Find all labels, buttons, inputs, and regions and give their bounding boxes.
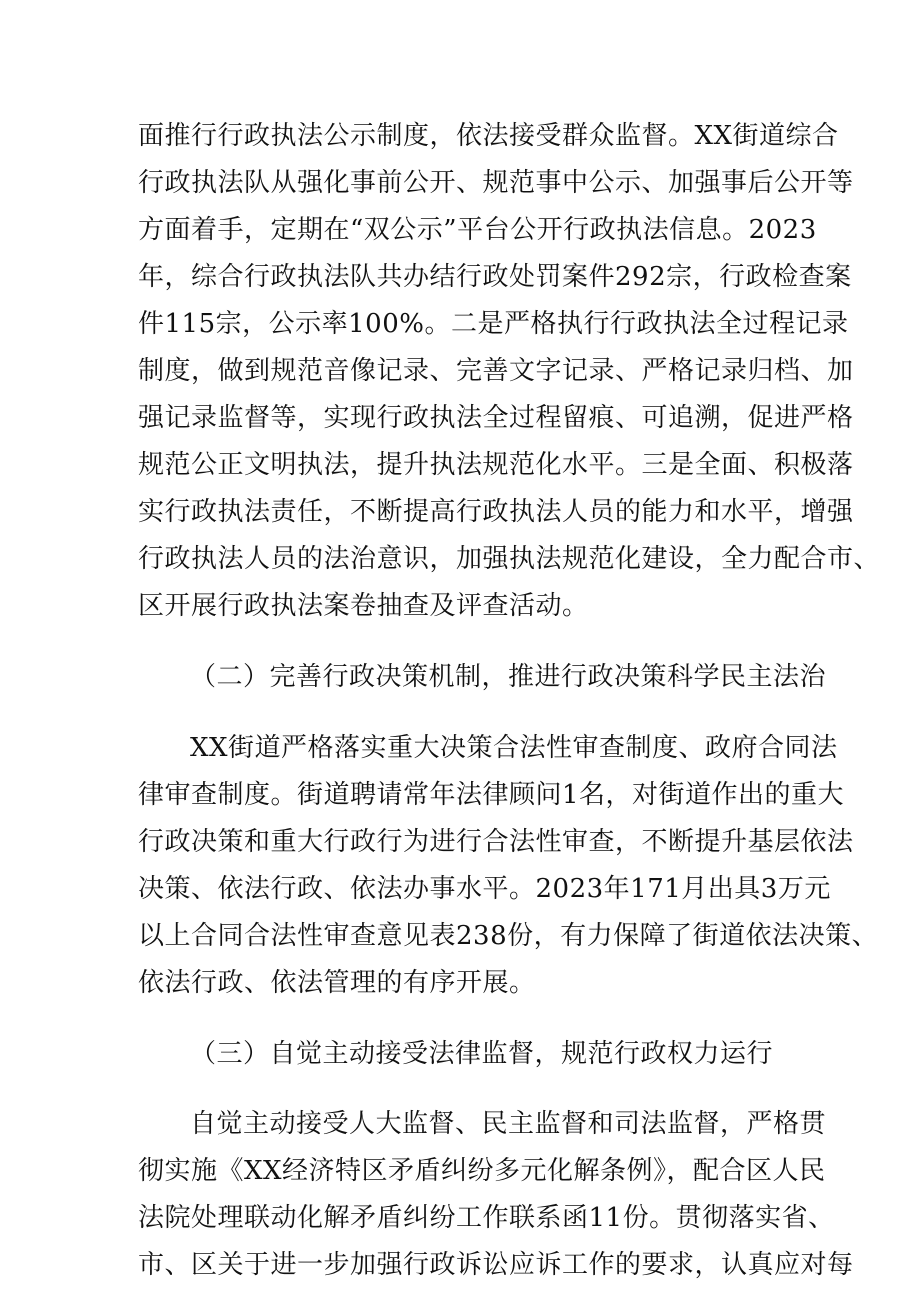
paragraph-line: 行政决策和重大行政行为进行合法性审查，不断提升基层依法 bbox=[138, 827, 854, 857]
paragraph-line: 法院处理联动化解矛盾纠纷工作联系函11份。贯彻落实省、 bbox=[138, 1203, 835, 1233]
paragraph-line: 行政执法人员的法治意识，加强执法规范化建设，全力配合市、 bbox=[138, 544, 881, 574]
paragraph-line: 实行政执法责任，不断提高行政执法人员的能力和水平，增强 bbox=[138, 497, 854, 527]
paragraph-line: 行政执法队从强化事前公开、规范事中公示、加强事后公开等 bbox=[138, 168, 854, 198]
paragraph-line: 方面着手，定期在“双公示”平台公开行政执法信息。2023 bbox=[138, 215, 817, 245]
paragraph-line: 区开展行政执法案卷抽查及评查活动。 bbox=[138, 591, 589, 621]
section-heading: （三）自觉主动接受法律监督，规范行政权力运行 bbox=[190, 1039, 774, 1069]
paragraph-line: 规范公正文明执法，提升执法规范化水平。三是全面、积极落 bbox=[138, 450, 854, 480]
paragraph-line: 强记录监督等，实现行政执法全过程留痕、可追溯，促进严格 bbox=[138, 403, 854, 433]
section-heading: （二）完善行政决策机制，推进行政决策科学民主法治 bbox=[190, 662, 827, 692]
paragraph-line: 年，综合行政执法队共办结行政处罚案件292宗，行政检查案 bbox=[138, 262, 852, 292]
paragraph-line: 依法行政、依法管理的有序开展。 bbox=[138, 968, 536, 998]
paragraph-line: 制度，做到规范音像记录、完善文字记录、严格记录归档、加 bbox=[138, 356, 854, 386]
paragraph-line: XX街道严格落实重大决策合法性审查制度、政府合同法 bbox=[190, 733, 838, 763]
paragraph-line: 决策、依法行政、依法办事水平。2023年171月出具3万元 bbox=[138, 874, 831, 904]
paragraph-line: 面推行行政执法公示制度，依法接受群众监督。XX街道综合 bbox=[138, 121, 839, 151]
paragraph-line: 件115宗，公示率100%。二是严格执行行政执法全过程记录 bbox=[138, 309, 849, 339]
paragraph-line: 以上合同合法性审查意见表238份，有力保障了街道依法决策、 bbox=[138, 921, 879, 951]
paragraph-line: 市、区关于进一步加强行政诉讼应诉工作的要求，认真应对每 bbox=[138, 1250, 854, 1280]
paragraph-line: 彻实施《XX经济特区矛盾纠纷多元化解条例》，配合区人民 bbox=[138, 1156, 826, 1186]
paragraph-line: 律审查制度。街道聘请常年法律顾问1名，对街道作出的重大 bbox=[138, 780, 845, 810]
paragraph-line: 自觉主动接受人大监督、民主监督和司法监督，严格贯 bbox=[190, 1109, 827, 1139]
